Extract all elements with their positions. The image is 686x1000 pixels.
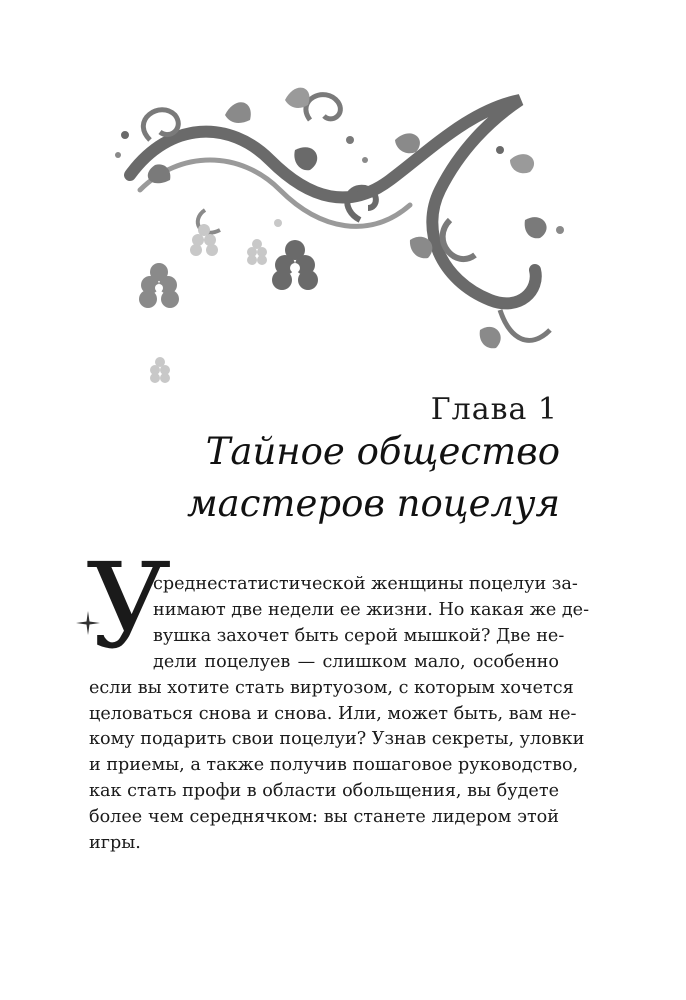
body-line: дели поцелуев — слишком мало, особенно: [153, 651, 559, 672]
body-line: и приемы, а также получив пошаговое руководство,: [89, 755, 579, 776]
body-line: вушка захочет быть серой мышкой? Две не-: [153, 625, 565, 646]
floral-ornament: [110, 80, 570, 400]
body-line: игры.: [89, 833, 141, 854]
body-line: нимают две недели ее жизни. Но какая же де-: [153, 599, 590, 620]
chapter-label: Глава 1: [430, 392, 558, 427]
chapter-title-line: Тайное общество: [205, 430, 560, 473]
chapter-title-line: мастеров поцелуя: [186, 482, 560, 525]
body-line: если вы хотите стать виртуозом, с которым хочется: [89, 677, 574, 698]
chapter-title: [187, 426, 560, 530]
body-line: более чем середнячком: вы станете лидером этой: [89, 807, 559, 828]
body-line: кому подарить свои поцелуи? Узнав секреты, уловки: [89, 729, 585, 750]
body-line: среднестатистической женщины поцелуи за-: [153, 574, 578, 594]
body-paragraph: [89, 572, 590, 857]
body-line: целоваться снова и снова. Или, может быть, вам не-: [89, 703, 577, 724]
body-line: как стать профи в области обольщения, вы будете: [89, 781, 559, 802]
dropcap-letter: У: [86, 537, 172, 675]
